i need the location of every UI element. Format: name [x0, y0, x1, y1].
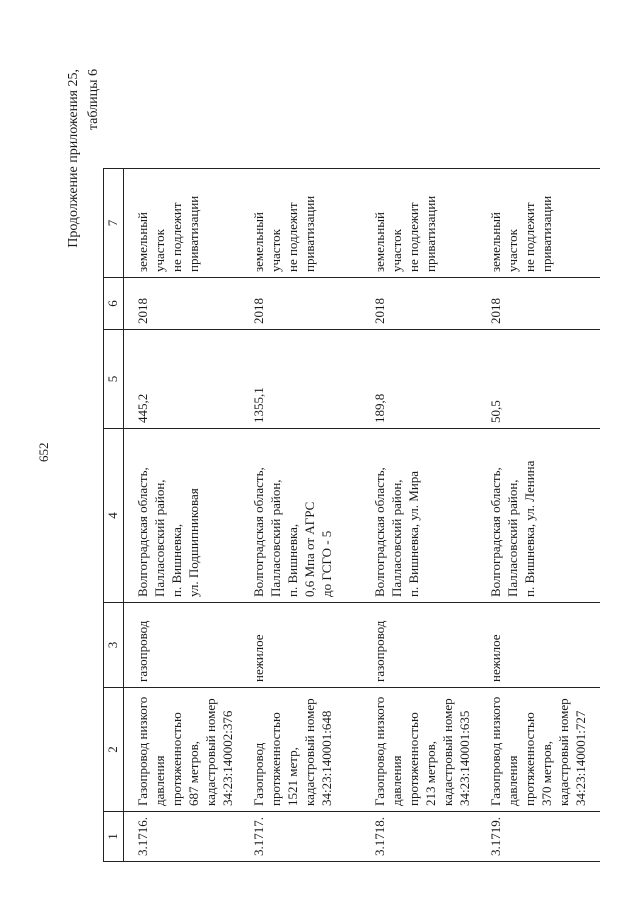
note-line: участок [152, 229, 167, 272]
note-line: участок [505, 229, 520, 272]
header-row [104, 169, 124, 862]
note-line: земельный [135, 212, 150, 272]
note-line: участок [268, 229, 283, 272]
object-name-line: 34:23:140001:727 [573, 710, 588, 806]
object-name-line: Газопровод низкого [135, 696, 150, 806]
address-line: Волгоградская область, [135, 467, 150, 597]
address-cell [124, 429, 243, 603]
row-number-cell: 3.1719. [479, 812, 600, 862]
column-header: 3 [104, 603, 124, 688]
object-name-line: давления [152, 755, 167, 806]
page-number: 652 [36, 442, 51, 462]
address-line: Палласовский район, [389, 479, 404, 597]
column-header: 2 [104, 688, 124, 812]
year-cell: 2018 [363, 278, 479, 330]
table-caption [64, 69, 104, 415]
column-header: 4 [104, 429, 124, 603]
object-name-cell [479, 688, 600, 812]
value-cell: 189,8 [363, 330, 479, 429]
address-line: п. Вишневка, [169, 523, 184, 597]
object-name-line: кадастровый номер [440, 698, 455, 806]
row-number-cell: 3.1716. [124, 812, 243, 862]
object-name-line: 34:23:140001:648 [319, 710, 334, 806]
address-line: п. Вишневка, [285, 523, 300, 597]
year-cell: 2018 [124, 278, 243, 330]
column-header: 6 [104, 278, 124, 330]
object-name-line: протяженностью [268, 712, 283, 806]
address-line: 0,6 Мпа от АГРС [302, 501, 317, 597]
table-row [242, 169, 363, 862]
table-body [124, 169, 601, 862]
note-cell [479, 169, 600, 278]
object-name-line: 34:23:140002:376 [220, 710, 235, 806]
address-cell [242, 429, 363, 603]
caption-line-2: таблицы 6 [86, 69, 101, 131]
object-type-cell: газопровод [363, 603, 479, 688]
object-name-line: протяженностью [406, 712, 421, 806]
note-line: земельный [251, 212, 266, 272]
object-name-line: Газопровод низкого [488, 696, 503, 806]
note-line: приватизации [302, 195, 317, 272]
address-line: Палласовский район, [152, 479, 167, 597]
address-line: до ГСГО - 5 [319, 530, 334, 597]
address-line: Палласовский район, [268, 479, 283, 597]
object-name-line: 370 метров, [539, 741, 554, 806]
note-line: земельный [488, 212, 503, 272]
property-table [103, 168, 600, 862]
note-line: не подлежит [522, 202, 537, 272]
address-line: ул. Подшипниковая [186, 488, 201, 597]
note-line: приватизации [186, 195, 201, 272]
column-header: 7 [104, 169, 124, 278]
value-cell: 50,5 [479, 330, 600, 429]
object-name-line: кадастровый номер [302, 698, 317, 806]
table-row [479, 169, 600, 862]
address-line: Волгоградская область, [488, 467, 503, 597]
note-cell [242, 169, 363, 278]
object-name-line: кадастровый номер [556, 698, 571, 806]
address-line: п. Вишневка, ул. Мира [406, 470, 421, 597]
address-line: Волгоградская область, [372, 467, 387, 597]
object-name-line: 34:23:140001:635 [457, 710, 472, 806]
object-name-line: протяженностью [522, 712, 537, 806]
object-name-cell [242, 688, 363, 812]
object-name-line: 213 метров, [423, 741, 438, 806]
address-cell [479, 429, 600, 603]
address-line: Палласовский район, [505, 479, 520, 597]
row-number-cell: 3.1717. [242, 812, 363, 862]
table-row [124, 169, 243, 862]
table-row [363, 169, 479, 862]
note-line: земельный [372, 212, 387, 272]
row-number-cell: 3.1718. [363, 812, 479, 862]
note-cell [124, 169, 243, 278]
address-line: п. Вишневка, ул. Ленина [522, 460, 537, 597]
year-cell: 2018 [242, 278, 363, 330]
column-header: 1 [104, 812, 124, 862]
address-cell [363, 429, 479, 603]
object-type-cell: нежилое [479, 603, 600, 688]
caption-line-1: Продолжение приложения 25, [66, 69, 81, 248]
object-name-line: Газопровод [251, 742, 266, 806]
object-name-line: 1521 метр, [285, 747, 300, 806]
object-name-line: давления [389, 755, 404, 806]
note-line: не подлежит [285, 202, 300, 272]
object-type-cell: нежилое [242, 603, 363, 688]
note-line: участок [389, 229, 404, 272]
note-line: приватизации [423, 195, 438, 272]
object-name-line: давления [505, 755, 520, 806]
object-name-line: протяженностью [169, 712, 184, 806]
object-name-cell [124, 688, 243, 812]
value-cell: 1355,1 [242, 330, 363, 429]
note-line: не подлежит [169, 202, 184, 272]
object-type-cell: газопровод [124, 603, 243, 688]
note-cell [363, 169, 479, 278]
value-cell: 445,2 [124, 330, 243, 429]
object-name-cell [363, 688, 479, 812]
object-name-line: 687 метров, [186, 741, 201, 806]
object-name-line: кадастровый номер [203, 698, 218, 806]
address-line: Волгоградская область, [251, 467, 266, 597]
note-line: не подлежит [406, 202, 421, 272]
year-cell: 2018 [479, 278, 600, 330]
column-header: 5 [104, 330, 124, 429]
object-name-line: Газопровод низкого [372, 696, 387, 806]
note-line: приватизации [539, 195, 554, 272]
